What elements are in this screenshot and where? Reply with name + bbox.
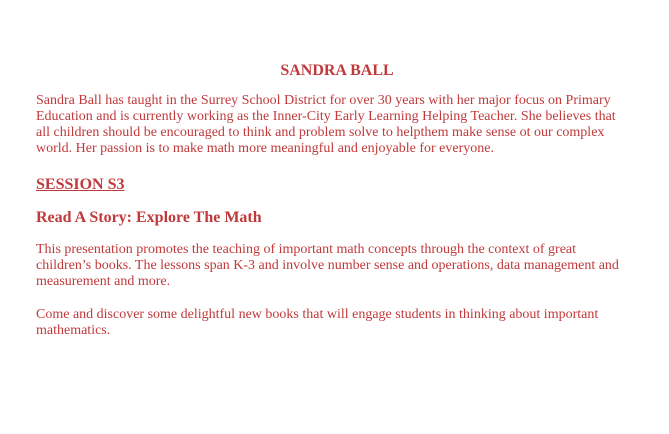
session-invitation-paragraph: Come and discover some delightful new books that will engage students in thinking about important mathematics.	[36, 307, 599, 338]
speaker-bio-paragraph: Sandra Ball has taught in the Surrey School District for over 30 years with her major focus on Primary Education and is currently working as the Inner-City Early Learning Helping Teacher. She believes that all children should be encouraged to think and problem solve to helpthem make sense ot our complex world. Her passion is to make math more meaningful and enjoyable for everyone.	[36, 93, 616, 156]
speaker-name-heading: SANDRA BALL	[280, 62, 394, 79]
session-code-heading: SESSION S3	[36, 176, 125, 193]
session-description-paragraph: This presentation promotes the teaching of important math concepts through the context of great children’s books. The lessons span K-3 and involve number sense and operations, data management and measurement and more.	[36, 242, 619, 289]
session-title-heading: Read A Story: Explore The Math	[36, 209, 262, 226]
